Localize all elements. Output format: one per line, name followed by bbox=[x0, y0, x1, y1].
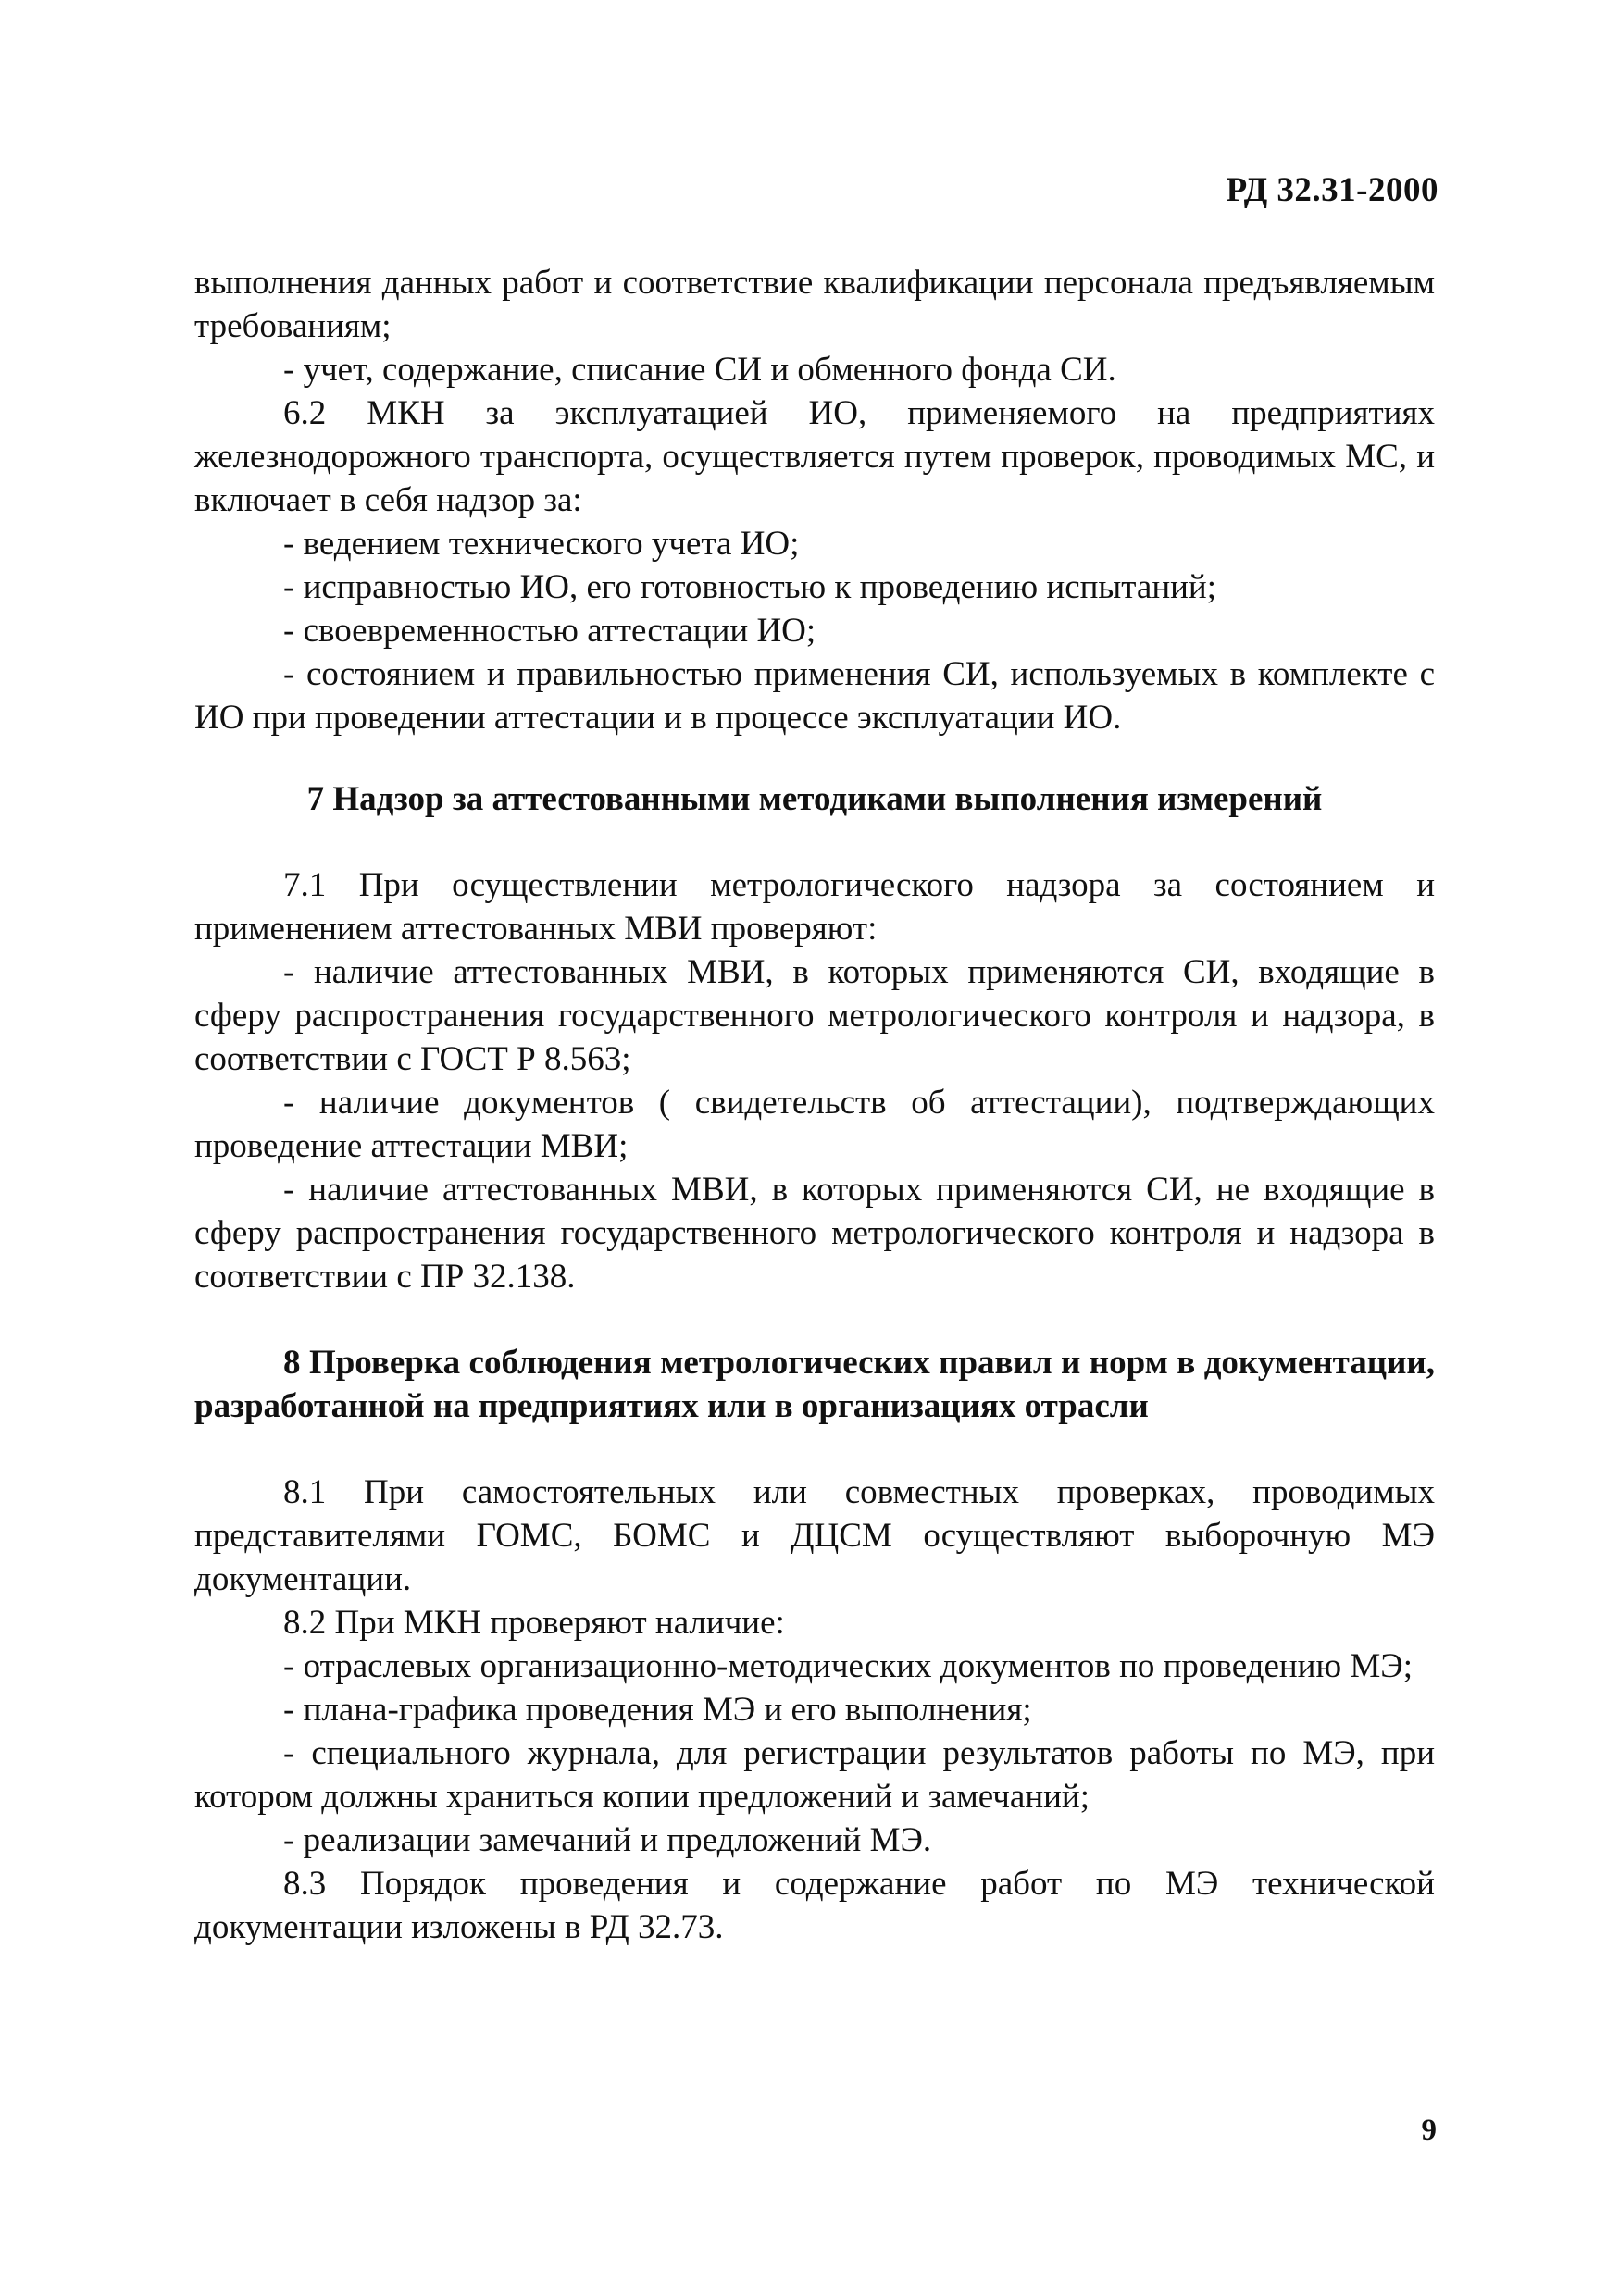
list-item: - плана-графика проведения МЭ и его выполнения; bbox=[283, 1691, 1032, 1729]
list-item: - состоянием и правильностью применения СИ, используемых в комплекте с ИО при проведении аттестации и в процессе эксплуатации ИО. bbox=[194, 655, 1435, 737]
paragraph-8-3: 8.3 Порядок проведения и содержание работ по МЭ технической документации изложены в РД 32.73. bbox=[194, 1865, 1435, 1946]
list-item: - учет, содержание, списание СИ и обменного фонда СИ. bbox=[283, 351, 1116, 389]
list-item: - реализации замечаний и предложений МЭ. bbox=[283, 1821, 932, 1859]
paragraph-8-2: 8.2 При МКН проверяют наличие: bbox=[283, 1604, 785, 1642]
document-code: РД 32.31-2000 bbox=[1226, 171, 1438, 209]
page-number: 9 bbox=[1421, 2114, 1437, 2147]
paragraph-7-1: 7.1 При осуществлении метрологического надзора за состоянием и применением аттестованных МВИ проверяют: bbox=[194, 866, 1435, 948]
list-item: - специального журнала, для регистрации результатов работы по МЭ, при котором должны храниться копии предложений и замечаний; bbox=[194, 1734, 1435, 1816]
paragraph-continuation: выполнения данных работ и соответствие квалификации персонала предъявляемым требованиям; bbox=[194, 264, 1435, 345]
list-item: - отраслевых организационно-методических документов по проведению МЭ; bbox=[283, 1647, 1413, 1685]
list-item: - своевременностью аттестации ИО; bbox=[283, 612, 816, 650]
paragraph-6-2: 6.2 МКН за эксплуатацией ИО, применяемого на предприятиях железнодорожного транспорта, осуществляется путем проверок, проводимых МС, и включает в себя надзор за: bbox=[194, 394, 1435, 519]
section-8-heading: 8 Проверка соблюдения метрологических правил и норм в документации, разработанной на предприятиях или в организациях отрасли bbox=[194, 1344, 1435, 1425]
list-item: - исправностью ИО, его готовностью к проведению испытаний; bbox=[283, 568, 1216, 606]
section-7-heading: 7 Надзор за аттестованными методиками выполнения измерений bbox=[306, 780, 1323, 818]
paragraph-8-1: 8.1 При самостоятельных или совместных проверках, проводимых представителями ГОМС, БОМС и ДЦСМ осуществляют выборочную МЭ документации. bbox=[194, 1473, 1435, 1598]
list-item: - наличие документов ( свидетельств об аттестации), подтверждающих проведение аттестации МВИ; bbox=[194, 1084, 1435, 1165]
list-item: - наличие аттестованных МВИ, в которых применяются СИ, не входящие в сферу распространения государственного метрологического контроля и надзора в соответствии с ПР 32.138. bbox=[194, 1171, 1435, 1296]
list-item: - ведением технического учета ИО; bbox=[283, 525, 800, 563]
page-content bbox=[194, 261, 1435, 1949]
list-item: - наличие аттестованных МВИ, в которых применяются СИ, входящие в сферу распространения государственного метрологического контроля и надзора, в соответствии с ГОСТ Р 8.563; bbox=[194, 953, 1435, 1078]
